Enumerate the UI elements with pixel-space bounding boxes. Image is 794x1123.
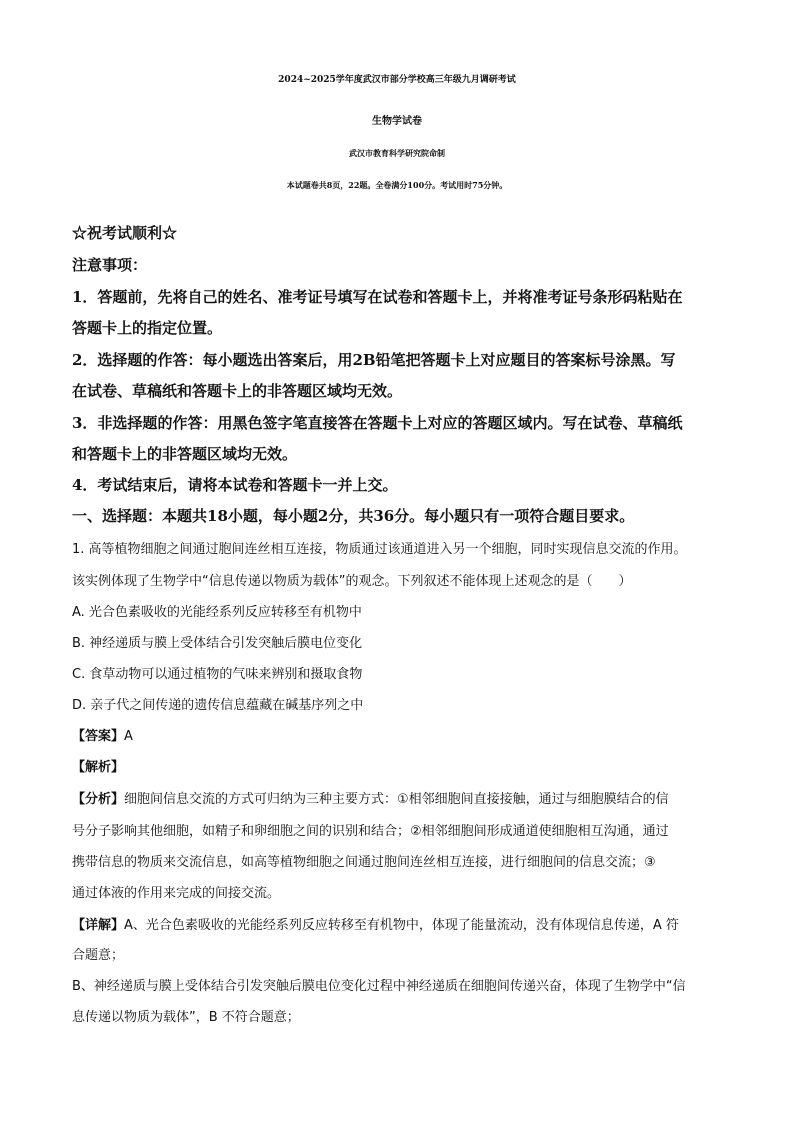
answer-label: 【答案】 xyxy=(72,729,125,744)
option-d: D. 亲子代之间传递的遗传信息蕴藏在碱基序列之中 xyxy=(72,698,364,713)
fenxi-text: 细胞间信息交流的方式可归纳为三种主要方式：①相邻细胞间直接接触，通过与细胞膜结合的信 xyxy=(124,792,669,807)
exam-subtitle: 生物学试卷 xyxy=(372,116,422,127)
xiangjie-line: 息传递以物质为载体”，B 不符合题意； xyxy=(72,1010,300,1025)
analysis-label-text: 【解析】 xyxy=(72,760,125,775)
fenxi-line xyxy=(72,788,669,807)
option-c: C. 食草动物可以通过植物的气味来辨别和摄取食物 xyxy=(72,667,363,682)
xiangjie-line xyxy=(72,914,679,933)
question-stem-line: 1. 高等植物细胞之间通过胞间连丝相互连接，物质通过该通道进入另一个细胞，同时实现信息交流的作用。 xyxy=(72,542,687,557)
notice-line: 和答题卡上的非答题区域均无效。 xyxy=(72,445,298,463)
section-heading: 一、选择题：本题共18小题，每小题2分，共36分。每小题只有一项符合题目要求。 xyxy=(72,507,635,525)
exam-author: 武汉市教育科学研究院命制 xyxy=(349,148,445,158)
xiangjie-line: 合题意； xyxy=(72,948,125,963)
xiangjie-line: B、神经递质与膜上受体结合引发突触后膜电位变化过程中神经递质在细胞间传递兴奋，体现了生物学中“信 xyxy=(72,979,686,994)
answer-value: A xyxy=(124,729,133,744)
xiangjie-label: 【详解】 xyxy=(72,918,125,933)
xiangjie-text: A、光合色素吸收的光能经系列反应转移至有机物中，体现了能量流动，没有体现信息传递，A 符 xyxy=(124,918,679,933)
answer-line xyxy=(72,725,133,744)
analysis-label xyxy=(72,756,124,775)
notice-line: 在试卷、草稿纸和答题卡上的非答题区域均无效。 xyxy=(72,382,403,400)
notice-line: 答题卡上的指定位置。 xyxy=(72,319,223,337)
fenxi-label: 【分析】 xyxy=(72,792,125,807)
notice-heading: 注意事项： xyxy=(72,256,148,274)
notice-line: 4．考试结束后，请将本试卷和答题卡一并上交。 xyxy=(72,476,398,494)
fenxi-line: 号分子影响其他细胞，如精子和卵细胞之间的识别和结合；②相邻细胞间形成通道使细胞相互沟通，通过 xyxy=(72,824,669,839)
fenxi-line: 携带信息的物质来交流信息，如高等植物细胞之间通过胞间连丝相互连接，进行细胞间的信息交流；③ xyxy=(72,855,656,870)
option-b: B. 神经递质与膜上受体结合引发突触后膜电位变化 xyxy=(72,636,363,651)
option-a: A. 光合色素吸收的光能经系列反应转移至有机物中 xyxy=(72,605,362,620)
greeting: ☆祝考试顺利☆ xyxy=(72,224,178,242)
notice-line: 1．答题前，先将自己的姓名、准考证号填写在试卷和答题卡上，并将准考证号条形码粘贴在 xyxy=(72,288,683,306)
question-stem-line: 该实例体现了生物学中“信息传递以物质为载体”的观念。下列叙述不能体现上述观念的是（ ） xyxy=(72,574,632,589)
exam-info: 本试题卷共8页，22题。全卷满分100分。考试用时75分钟。 xyxy=(286,180,508,190)
fenxi-line: 通过体液的作用来完成的间接交流。 xyxy=(72,886,281,901)
exam-title: 2024~2025学年度武汉市部分学校高三年级九月调研考试 xyxy=(278,75,516,85)
notice-line: 3．非选择题的作答：用黑色签字笔直接答在答题卡上对应的答题区域内。写在试卷、草稿纸 xyxy=(72,414,683,432)
notice-line: 2．选择题的作答：每小题选出答案后，用2B铅笔把答题卡上对应题目的答案标号涂黑。写 xyxy=(72,351,676,369)
